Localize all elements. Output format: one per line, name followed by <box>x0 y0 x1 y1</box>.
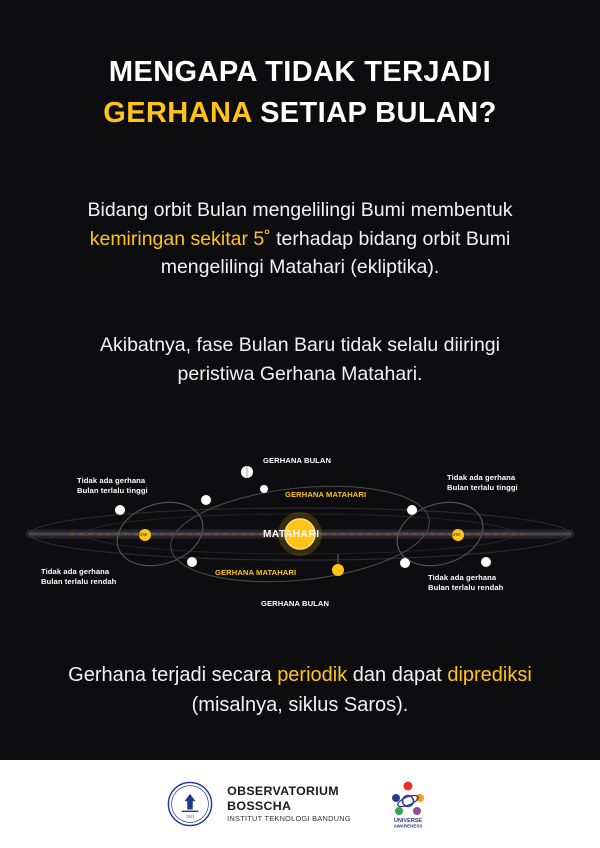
title-highlight-gerhana: GERHANA <box>103 97 252 130</box>
itb-seal-icon <box>167 781 213 827</box>
ua-text-line-1: UNIVERSE <box>393 818 422 824</box>
paragraph-3-accent-diprediksi: diprediksi <box>447 664 532 686</box>
paragraph-new-moon: Akibatnya, fase Bulan Baru tidak selalu diiringi peristiwa Gerhana Matahari. <box>100 334 500 385</box>
footer <box>0 760 600 848</box>
title-line-2 <box>0 93 600 134</box>
label-no-eclipse-top-left-line1: Tidak ada gerhana <box>77 476 146 485</box>
label-gerhana-bulan-bottom: GERHANA BULAN <box>261 599 330 608</box>
page-title <box>0 52 600 134</box>
label-gerhana-matahari-bottom: GERHANA MATAHARI <box>215 568 297 577</box>
paragraph-1-part-1: Bidang orbit Bulan mengelilingi Bumi membentuk <box>87 199 513 221</box>
label-no-eclipse-bottom-left-line1: Tidak ada gerhana <box>41 567 110 576</box>
label-no-eclipse-bottom-left-line2: Bulan terlalu rendah <box>41 577 117 587</box>
paragraph-1-part-2: terhadap bidang orbit Bumi mengelilingi Matahari (ekliptika). <box>160 227 511 279</box>
orbit-diagram <box>0 432 600 642</box>
paragraph-3-part-2: dan dapat <box>347 664 448 686</box>
organization-subtitle: INSTITUT TEKNOLOGI BANDUNG <box>227 814 351 824</box>
label-bumi-right: BUMI <box>449 532 461 537</box>
ua-text-line-2: AWARENESS <box>393 823 423 829</box>
label-gerhana-matahari-top: GERHANA MATAHARI <box>285 490 367 499</box>
organization-name-block <box>227 784 351 824</box>
seal-year-text: 1923 <box>186 813 195 819</box>
paragraph-3-part-1: Gerhana terjadi secara <box>68 664 278 686</box>
paragraph-orbit-inclination <box>60 196 540 282</box>
label-no-eclipse-bottom-right-line1: Tidak ada gerhana <box>428 573 497 582</box>
title-line-2-rest: SETIAP BULAN? <box>260 97 497 130</box>
label-no-eclipse-top-right <box>447 473 518 494</box>
label-no-eclipse-top-left-line2: Bulan terlalu tinggi <box>77 486 148 496</box>
label-no-eclipse-bottom-right-line2: Bulan terlalu rendah <box>428 583 504 593</box>
label-no-eclipse-top-right-line2: Bulan terlalu tinggi <box>447 483 518 493</box>
paragraph-3-accent-periodik: periodik <box>277 664 348 686</box>
label-no-eclipse-top-left <box>77 476 148 497</box>
organization-name-line-1: OBSERVATORIUM <box>227 784 339 798</box>
label-matahari: MATAHARI <box>263 529 320 540</box>
label-no-eclipse-bottom-left <box>41 567 116 588</box>
paragraph-1-accent: kemiringan sekitar 5˚ <box>89 227 271 250</box>
label-no-eclipse-bottom-right <box>428 573 503 594</box>
paragraph-periodic <box>50 660 550 720</box>
universe-awareness-logo-icon <box>383 778 433 830</box>
paragraph-3-part-3: (misalnya, siklus Saros). <box>191 694 409 716</box>
organization-name-line-2: BOSSCHA <box>227 798 292 813</box>
title-line-1: MENGAPA TIDAK TERJADI <box>108 56 492 88</box>
label-no-eclipse-top-right-line1: Tidak ada gerhana <box>447 473 516 482</box>
label-gerhana-bulan-top: GERHANA BULAN <box>263 456 332 465</box>
label-bumi-left: BUMI <box>136 532 148 537</box>
